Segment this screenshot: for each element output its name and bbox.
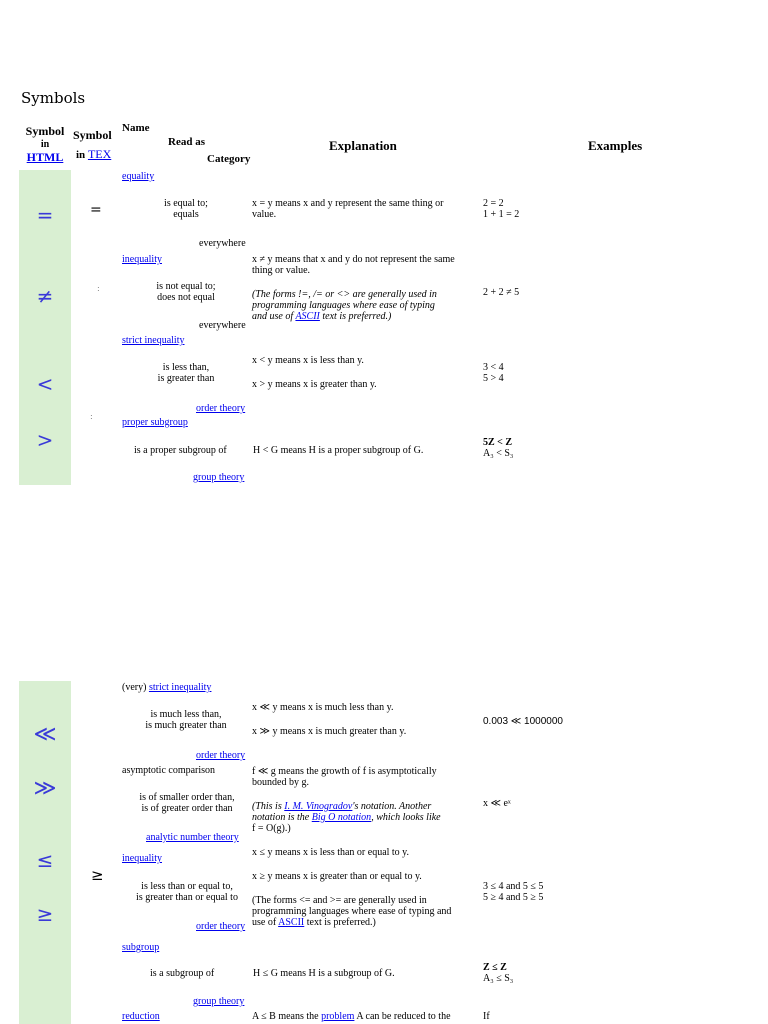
asymptotic-expl-3-pre: (This is <box>252 801 282 812</box>
inequality-expl-2: thing or value. <box>252 265 311 276</box>
le-expl-2: x ≥ y means x is greater than or equal to y. <box>252 871 422 882</box>
proper-subgroup-link[interactable]: proper subgroup <box>122 417 188 428</box>
equality-read-as <box>126 198 246 220</box>
header-symbol-html-in: in <box>40 139 50 150</box>
group-theory-link-2[interactable]: group theory <box>193 996 245 1007</box>
reduction-explanation <box>252 1011 451 1022</box>
inequality-read-as-2: does not equal <box>157 292 215 303</box>
inequality-expl-5-post: text is preferred.) <box>322 311 392 322</box>
much-greater-symbol-icon[interactable]: ≫ <box>33 776 57 801</box>
strict-inequality-ex-1: 3 < 4 <box>483 362 504 373</box>
proper-subgroup-ex-2: A₃ < S₃ <box>483 448 514 459</box>
proper-subgroup-examples <box>483 437 513 459</box>
tex-not-equal-symbol: : <box>97 284 100 293</box>
proper-subgroup-ex-1: 5Z < Z <box>483 437 513 448</box>
equals-symbol-icon[interactable]: = <box>36 203 54 227</box>
le-read-as-1: is less than or equal to, <box>141 881 233 892</box>
vinogradov-link[interactable]: I. M. Vinogradov <box>284 801 353 812</box>
asymptotic-expl-4 <box>252 812 441 823</box>
header-symbol-html <box>19 124 71 165</box>
less-equal-symbol-icon[interactable]: ≤ <box>36 848 54 872</box>
much-less-symbol-icon[interactable]: ≪ <box>33 722 57 747</box>
inequality-expl-4: programming languages where ease of typing <box>252 300 435 311</box>
subgroup-examples <box>483 962 513 984</box>
very-strict-inequality-link[interactable]: strict inequality <box>148 682 212 693</box>
equality-examples <box>483 198 519 220</box>
asymptotic-expl-5: f = O(g).) <box>252 823 291 834</box>
tex-less-than-symbol: : <box>90 412 93 421</box>
subgroup-link[interactable]: subgroup <box>122 942 160 953</box>
tex-greater-equal-symbol: ≥ <box>91 866 104 884</box>
equality-category: everywhere <box>199 238 246 249</box>
much-less-read-as <box>126 709 246 731</box>
very-strict-inequality-name <box>122 682 211 693</box>
subgroup-explanation: H ≤ G means H is a subgroup of G. <box>253 968 395 979</box>
asymptotic-read-as-2: is of greater order than <box>141 803 233 814</box>
header-read-as: Read as <box>168 136 205 148</box>
inequality-expl-5 <box>252 311 455 322</box>
le-expl-5-post: text is preferred.) <box>306 917 376 928</box>
equality-read-as-2: equals <box>173 209 199 220</box>
inequality-link-2[interactable]: inequality <box>122 853 162 864</box>
analytic-number-theory-link[interactable]: analytic number theory <box>146 832 239 843</box>
asymptotic-expl-1: f ≪ g means the growth of f is asymptotically <box>252 766 437 777</box>
not-equal-symbol-icon[interactable]: ≠ <box>36 284 54 308</box>
equality-expl-1: x = y means x and y represent the same thing or <box>252 198 444 209</box>
group-theory-link-1[interactable]: group theory <box>193 472 245 483</box>
inequality-example: 2 + 2 ≠ 5 <box>483 287 520 298</box>
strict-inequality-examples <box>483 362 504 384</box>
le-read-as-2: is greater than or equal to <box>136 892 238 903</box>
much-less-read-as-2: is much greater than <box>145 720 227 731</box>
big-o-notation-link[interactable]: Big O notation <box>311 812 372 823</box>
asymptotic-expl-4-post: , which looks like <box>371 812 441 823</box>
header-category: Category <box>207 153 251 165</box>
problem-link[interactable]: problem <box>321 1011 355 1022</box>
proper-subgroup-explanation: H < G means H is a proper subgroup of G. <box>253 445 424 456</box>
le-ex-2: 5 ≥ 4 and 5 ≥ 5 <box>483 892 544 903</box>
inequality-expl-5-pre: and use of <box>252 311 294 322</box>
tex-link[interactable]: TEX <box>87 147 112 161</box>
much-less-read-as-1: is much less than, <box>150 709 222 720</box>
header-examples: Examples <box>588 138 643 153</box>
inequality-expl-3: (The forms !=, /= or <> are generally used in <box>252 289 437 300</box>
strict-inequality-explanation <box>252 355 377 390</box>
header-symbol-tex-in <box>76 147 111 162</box>
le-expl-3: (The forms <= and >= are generally used in <box>252 895 427 906</box>
inequality-category: everywhere <box>199 320 246 331</box>
inequality-expl-1: x ≠ y means that x and y do not represent the same <box>252 254 455 265</box>
less-than-symbol-icon[interactable]: < <box>36 372 54 396</box>
header-explanation: Explanation <box>329 138 397 153</box>
subgroup-ex-2: A₃ ≤ S₃ <box>483 973 514 984</box>
strict-inequality-read-as <box>126 362 246 384</box>
strict-inequality-read-as-2: is greater than <box>157 373 215 384</box>
much-less-expl-2: x ≫ y means x is much greater than y. <box>252 726 407 737</box>
equality-ex-1: 2 = 2 <box>483 198 504 209</box>
ascii-link-2[interactable]: ASCII <box>278 917 305 928</box>
subgroup-read-as: is a subgroup of <box>150 968 215 979</box>
equality-link[interactable]: equality <box>122 171 155 182</box>
le-expl-5-pre: use of <box>252 917 277 928</box>
html-link[interactable]: HTML <box>26 150 64 164</box>
strict-inequality-link[interactable]: strict inequality <box>122 335 185 346</box>
le-read-as <box>118 881 256 903</box>
equality-expl-2: value. <box>252 209 277 220</box>
proper-subgroup-read-as: is a proper subgroup of <box>134 445 227 456</box>
order-theory-link-2[interactable]: order theory <box>196 750 246 761</box>
much-less-expl-1: x ≪ y means x is much less than y. <box>252 702 394 713</box>
le-examples <box>483 881 543 903</box>
asymptotic-comparison-name: asymptotic comparison <box>122 765 216 776</box>
le-expl-4: programming languages where ease of typing and <box>252 906 452 917</box>
subgroup-ex-1: Z ≤ Z <box>483 962 507 973</box>
greater-than-symbol-icon[interactable]: > <box>36 428 54 452</box>
asymptotic-read-as <box>118 792 256 814</box>
reduction-expl-pre: A ≤ B means the <box>252 1011 319 1022</box>
asymptotic-read-as-1: is of smaller order than, <box>139 792 235 803</box>
inequality-read-as-1: is not equal to; <box>156 281 216 292</box>
order-theory-link-1[interactable]: order theory <box>196 403 246 414</box>
very-strict-prefix: (very) <box>122 682 147 693</box>
le-expl-5 <box>252 917 451 928</box>
reduction-link[interactable]: reduction <box>122 1011 160 1022</box>
greater-equal-symbol-icon[interactable]: ≥ <box>36 902 54 926</box>
strict-inequality-ex-2: 5 > 4 <box>483 373 504 384</box>
asymptotic-example: x ≪ eˣ <box>483 798 511 809</box>
header-symbol-html-text: Symbol <box>25 124 65 138</box>
asymptotic-expl-2: bounded by g. <box>252 777 309 788</box>
inequality-link[interactable]: inequality <box>122 254 162 265</box>
much-less-explanation <box>252 702 406 737</box>
order-theory-link-3[interactable]: order theory <box>196 921 246 932</box>
inequality-explanation <box>252 254 455 322</box>
header-tex-in-label: in <box>76 149 86 161</box>
le-ex-1: 3 ≤ 4 and 5 ≤ 5 <box>483 881 544 892</box>
strict-inequality-read-as-1: is less than, <box>162 362 210 373</box>
asymptotic-expl-3 <box>252 801 441 812</box>
page-title: Symbols <box>21 89 86 107</box>
reduction-example: If <box>483 1011 490 1022</box>
header-symbol-tex-text: Symbol <box>73 128 112 142</box>
inequality-read-as <box>126 281 246 303</box>
asymptotic-expl-4-pre: notation is the <box>252 812 310 823</box>
strict-inequality-expl-1: x < y means x is less than y. <box>252 355 364 366</box>
equality-read-as-1: is equal to; <box>164 198 208 209</box>
reduction-expl-post: A can be reduced to the <box>356 1011 451 1022</box>
tex-equals-symbol: = <box>90 202 102 218</box>
le-explanation <box>252 847 451 928</box>
header-name: Name <box>122 122 150 134</box>
much-less-example: 0.003 ≪ 1000000 <box>483 716 563 727</box>
asymptotic-expl-3-post: 's notation. Another <box>352 801 432 812</box>
strict-inequality-expl-2: x > y means x is greater than y. <box>252 379 377 390</box>
equality-explanation <box>252 198 443 220</box>
asymptotic-explanation <box>252 766 441 834</box>
le-expl-1: x ≤ y means x is less than or equal to y. <box>252 847 410 858</box>
ascii-link[interactable]: ASCII <box>295 311 320 322</box>
equality-ex-2: 1 + 1 = 2 <box>483 209 520 220</box>
